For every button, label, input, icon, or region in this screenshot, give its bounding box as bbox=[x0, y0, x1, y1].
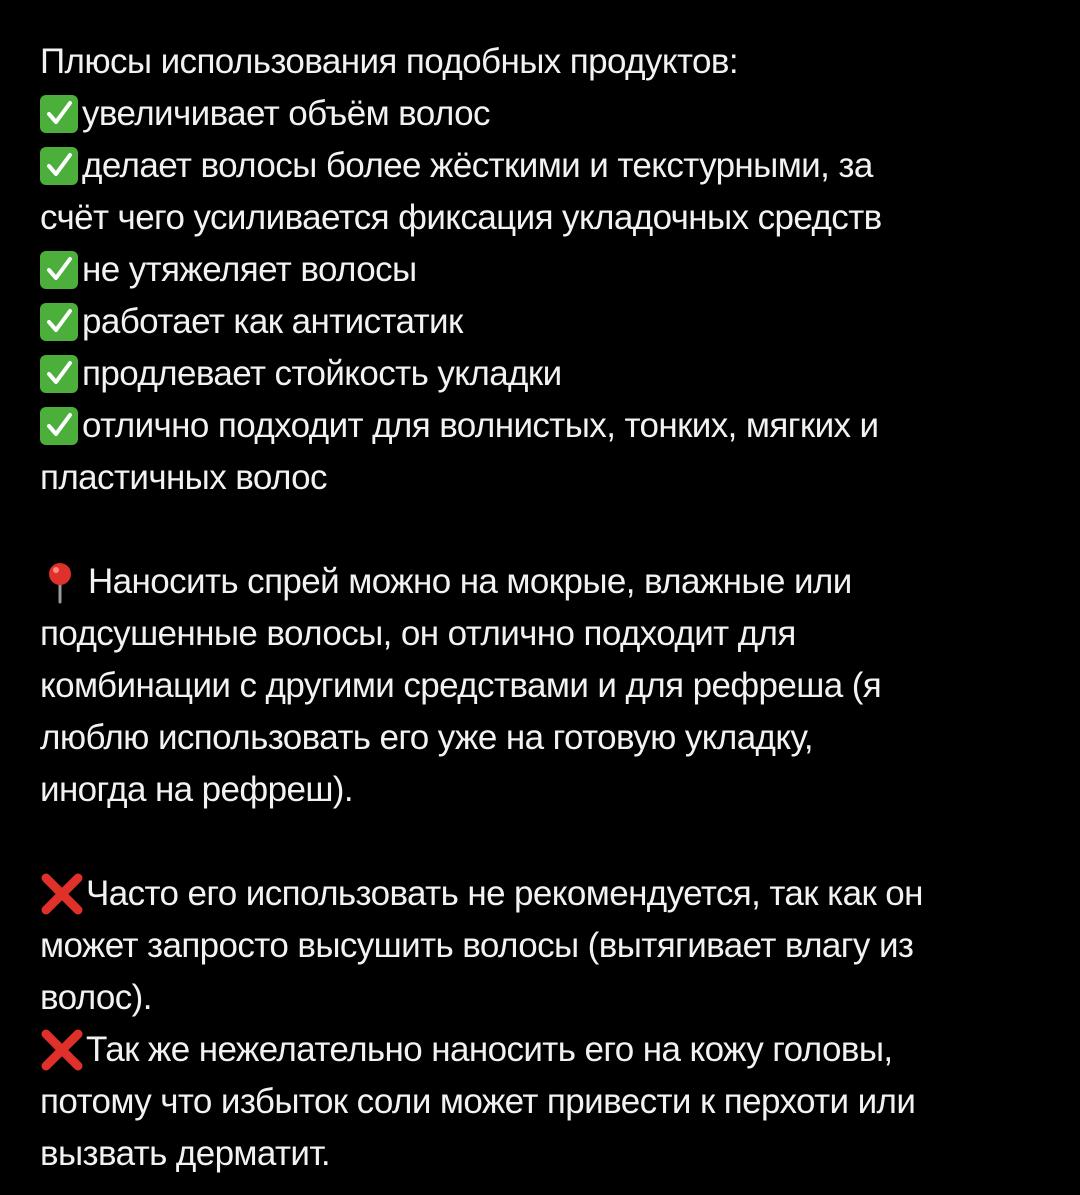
pros-item bbox=[40, 244, 1050, 296]
cons-item-text: Часто его использовать не рекомендуется, так как он bbox=[86, 874, 923, 913]
cons-item bbox=[40, 868, 1050, 920]
check-mark-icon bbox=[40, 407, 78, 445]
cross-mark-icon bbox=[40, 872, 84, 916]
application-line bbox=[40, 556, 1050, 608]
application-line: иногда на рефреш). bbox=[40, 770, 353, 809]
pros-item-text: не утяжеляет волосы bbox=[82, 250, 417, 289]
pros-item bbox=[40, 88, 1050, 140]
pros-item-text: работает как антистатик bbox=[82, 302, 463, 341]
pros-item bbox=[40, 296, 1050, 348]
pros-item-text: отлично подходит для волнистых, тонких, мягких и bbox=[82, 406, 879, 445]
cons-item bbox=[40, 1024, 1050, 1076]
round-pushpin-icon bbox=[40, 560, 80, 604]
check-mark-icon bbox=[40, 303, 78, 341]
pros-item bbox=[40, 348, 1050, 400]
application-line: подсушенные волосы, он отлично подходит для bbox=[40, 614, 796, 653]
cons-item-continuation: может запросто высушить волосы (вытягивает влагу из bbox=[40, 926, 914, 965]
check-mark-icon bbox=[40, 251, 78, 289]
pros-heading: Плюсы использования подобных продуктов: bbox=[40, 42, 738, 81]
paragraph-spacer bbox=[40, 504, 1050, 556]
cons-item-text: Так же нежелательно наносить его на кожу головы, bbox=[86, 1030, 893, 1069]
cons-item-continuation: вызвать дерматит. bbox=[40, 1134, 331, 1173]
cross-mark-icon bbox=[40, 1028, 84, 1072]
pros-item-text: увеличивает объём волос bbox=[82, 94, 490, 133]
pros-item bbox=[40, 140, 1050, 192]
cons-item-continuation: потому что избыток соли может привести к перхоти или bbox=[40, 1082, 916, 1121]
application-line: комбинации с другими средствами и для рефреша (я bbox=[40, 666, 882, 705]
pros-item bbox=[40, 400, 1050, 452]
check-mark-icon bbox=[40, 147, 78, 185]
check-mark-icon bbox=[40, 355, 78, 393]
post-text bbox=[40, 36, 1050, 1180]
application-line: люблю использовать его уже на готовую укладку, bbox=[40, 718, 814, 757]
pros-item-text: продлевает стойкость укладки bbox=[82, 354, 562, 393]
pros-item-continuation: счёт чего усиливается фиксация укладочных средств bbox=[40, 198, 882, 237]
pros-item-continuation: пластичных волос bbox=[40, 458, 327, 497]
paragraph-spacer bbox=[40, 816, 1050, 868]
application-text: Наносить спрей можно на мокрые, влажные или bbox=[88, 562, 852, 601]
cons-item-continuation: волос). bbox=[40, 978, 152, 1017]
check-mark-icon bbox=[40, 95, 78, 133]
pros-item-text: делает волосы более жёсткими и текстурными, за bbox=[82, 146, 873, 185]
